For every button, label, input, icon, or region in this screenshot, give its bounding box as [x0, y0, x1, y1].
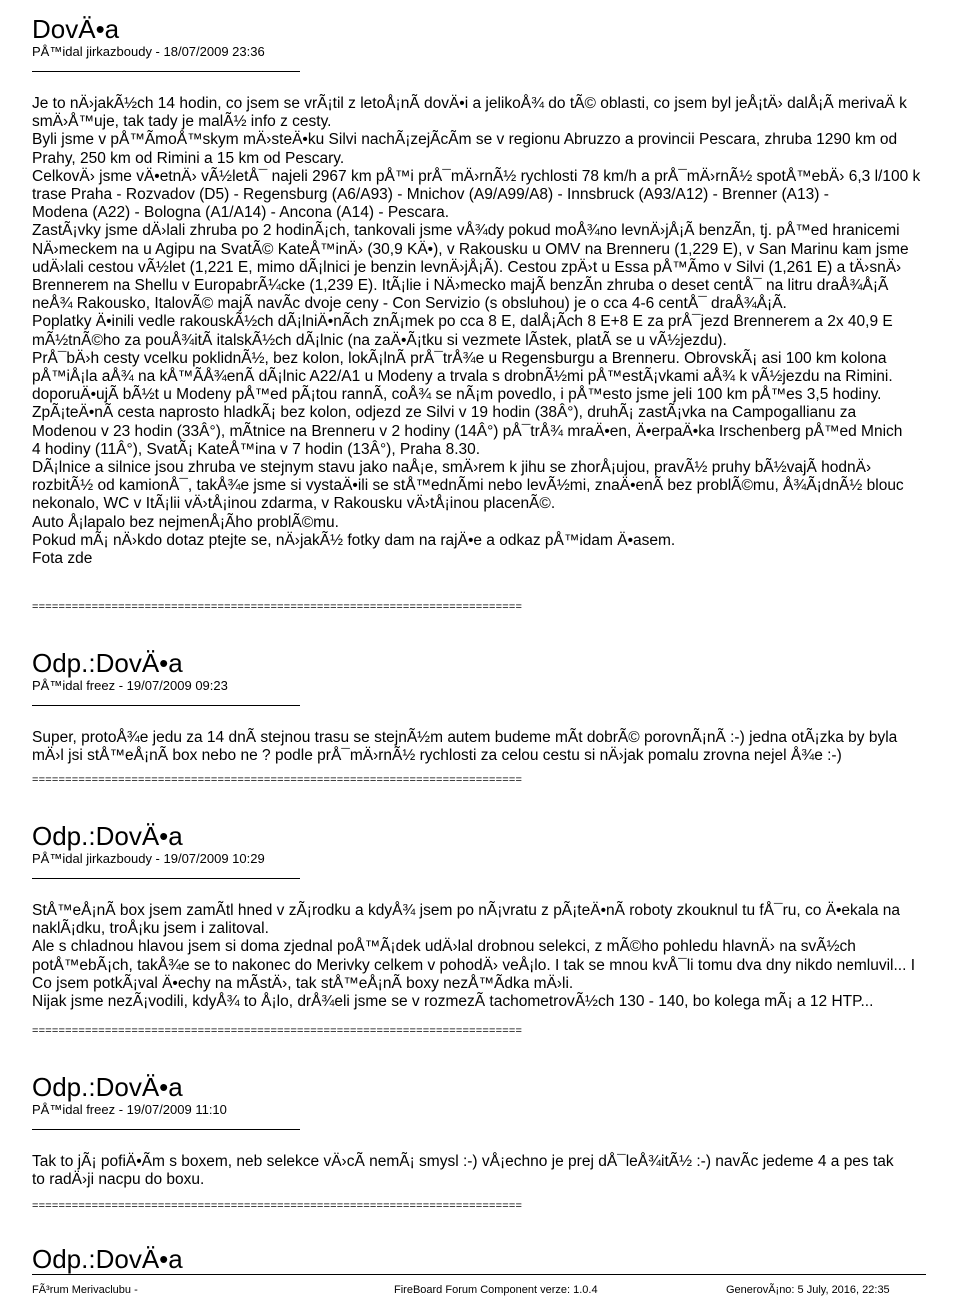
footer-generated: GenerovÃ¡no: 5 July, 2016, 22:35: [726, 1284, 890, 1296]
body-line: Je to nÄ›jakÃ½ch 14 hodin, co jsem se vrÃ¡til z letoÅ¡nÃ dovÄ•i a jelikoÅ¾ do tÃ© oblasti, co jsem byl jeÅ¡tÄ› dalÅ¡Ã merivaÄ k: [32, 95, 907, 112]
body-line: ZastÃ¡vky jsme dÄ›lali zhruba po 2 hodinÃ¡ch, tankovali jsme vÅ¾dy pokud moÅ¾no levnÄ›jÅ¡Ã benzÃn, tj. pÅ™ed hranicemi: [32, 222, 900, 240]
body-line: Prahy, 250 km od Rimini a 15 km od Pescary.: [32, 149, 345, 167]
body-line: potÅ™ebÃ¡ch, takÅ¾e se to nakonec do Merivky celkem v pohodÄ› veÅ¡lo. I tak se mnou kvÅ¯li tomu dva dny nikdo nemluvil... I: [32, 956, 916, 974]
body-line: Nijak jsme nezÃ¡vodili, kdyÅ¾ to Å¡lo, drÅ¾eli jsme se v rozmezÃ tachometrovÃ½ch 130 - 140, bo kolega mÃ¡ a 12 HTP...: [32, 993, 874, 1011]
post-meta: PÅ™idal jirkazboudy - 19/07/2009 10:29: [32, 851, 265, 866]
post-separator: ==========================================================================: [32, 1200, 523, 1212]
post-2: [32, 648, 960, 765]
post-1: [32, 14, 960, 568]
footer-component: FireBoard Forum Component verze: 1.0.4: [394, 1284, 598, 1296]
body-line: DÃ¡lnice a silnice jsou zhruba ve stejnym stavu jako naÅ¡e, smÄ›rem k jihu se zhorÅ¡ujou, pravÃ½ pruhy bÃ½vajÃ hodnÄ›: [32, 459, 872, 477]
body-line: pÅ™iÅ¡la aÅ¾ na kÅ™ÃÅ¾enÃ dÃ¡lnic A22/A1 u Modeny a trvala s drobnÃ½mi pÅ™estÃ¡vkami aÅ¾ k vÃ½jezdu na Rimini.: [32, 368, 893, 386]
body-line: Super, protoÅ¾e jedu za 14 dnÃ stejnou trasu se stejnÃ½m autem budeme mÃt dobrÃ© porovnÃ¡nÃ :-) jedna otÃ¡zka by byla: [32, 729, 898, 746]
post-title: DovÄ•a: [32, 14, 120, 44]
post-meta: PÅ™idal jirkazboudy - 18/07/2009 23:36: [32, 44, 265, 59]
body-line: trase Praha - Rozvadov (D5) - Regensburg (A6/A93) - Mnichov (A9/A99/A8) - Innsbruck (A93/A12) - Brenner (A13) -: [32, 186, 829, 204]
body-line: neÅ¾ Rakousko, ItalovÃ© majÃ navÃc dvoje ceny - Con Servizio (s obsluhou) je o cca 4-6 centÅ¯ draÅ¾Å¡Ã.: [32, 295, 787, 313]
post-body: [32, 95, 960, 568]
body-line: NÄ›meckem na u Agipu na SvatÃ© KateÅ™inÄ› (30,9 KÄ•), v Rakousku u OMV na Brenneru (1,229 E), v San Marinu kam jsme: [32, 240, 909, 258]
post-separator: ==========================================================================: [32, 1025, 523, 1037]
body-line: 4 hodiny (11Â°), SvatÃ¡ KateÅ™ina v 7 hodin (13Â°), Praha 8.30.: [32, 440, 481, 458]
title-divider: [32, 71, 300, 72]
body-line: Ale s chladnou hlavou jsem si doma zjednal poÅ™Ã¡dek udÄ›lal drobnou selekci, z mÃ©ho pohledu hlavnÄ› na svÃ½ch: [32, 938, 856, 956]
body-line: Byli jsme v pÅ™ÃmoÅ™skym mÄ›steÄ•ku Silvi nachÃ¡zejÃcÃm se v regionu Abruzzo a provincii Pescara, zhruba 1290 km od: [32, 131, 898, 149]
post-title: Odp.:DovÄ•a: [32, 1072, 183, 1102]
post-4: [32, 1072, 960, 1189]
page-footer: [32, 1274, 960, 1297]
title-divider: [32, 878, 300, 879]
body-line: Poplatky Ä•inili vedle rakouskÃ½ch dÃ¡lniÄ•nÃch znÃ¡mek po cca 8 E, dalÅ¡Ãch 8 E+8 E za prÅ¯jezd Brennerem a 2x 40,9 E: [32, 313, 893, 331]
body-line: Brennerem na Shellu v EuropabrÃ¼cke (1,239 E). ItÃ¡lie i NÄ›mecko majÃ benzÃn zhruba o deset centÅ¯ na litru draÅ¾Å¡Ã: [32, 277, 889, 295]
body-line: to radÄ›ji nacpu do boxu.: [32, 1171, 205, 1189]
body-line: mÄ›l jsi stÅ™eÅ¡nÃ box nebo ne ? podle prÅ¯mÄ›rnÃ½ rychlosti za celou cestu si nÄ›jak pomalu zrovna nejel Å¾e :-): [32, 747, 842, 765]
post-body: [32, 902, 960, 1011]
body-line: smÄ›Å™uje, tak tady je malÃ½ info z cesty.: [32, 113, 332, 131]
body-line: CelkovÄ› jsme vÄ•etnÄ› vÃ½letÅ¯ najeli 2967 km pÅ™i prÅ¯mÄ›rnÃ½ rychlosti 78 km/h a prÅ¯mÄ›rnÃ½ spotÅ™ebÄ› 6,3 l/100 k: [32, 167, 921, 185]
post-5: [32, 1244, 960, 1274]
body-line: Pokud mÃ¡ nÄ›kdo dotaz ptejte se, nÄ›jakÃ½ fotky dam na rajÄ•e a odkaz pÅ™idam Ä•asem.: [32, 531, 676, 549]
footer-rule: [32, 1274, 926, 1275]
post-separator: ==========================================================================: [32, 601, 523, 613]
body-line: Fota zde: [32, 550, 93, 568]
body-line: PrÅ¯bÄ›h cesty vcelku poklidnÃ½, bez kolon, lokÃ¡lnÃ prÅ¯trÅ¾e u Regensburgu a Brenneru. ObrovskÃ¡ asi 100 km kolona: [32, 349, 887, 367]
post-title: Odp.:DovÄ•a: [32, 648, 183, 678]
body-line: Auto Å¡lapalo bez nejmenÅ¡Ãho problÃ©mu.: [32, 513, 339, 531]
body-line: mÃ½tnÃ©ho za pouÅ¾itÃ italskÃ½ch dÃ¡lnic (na zaÄ•Ã¡tku si vezmete lÃstek, platÃ se u vÃ½jezdu).: [32, 331, 727, 349]
title-divider: [32, 705, 300, 706]
post-separator: ==========================================================================: [32, 774, 523, 786]
body-line: doporuÄ•ujÃ bÃ½t u Modeny pÅ™ed pÃ¡tou rannÃ, coÅ¾ se nÃ¡m povedlo, i pÅ™esto jsme jeli 100 km pÅ™es 3,5 hodiny.: [32, 386, 882, 404]
body-line: rozbitÃ½ od kamionÅ¯, takÅ¾e jsme si vystaÄ•ili se stÅ™ednÃmi nebo levÃ½mi, znaÄ•enÃ bez problÃ©mu, Å¾Ã¡dnÃ½ blouc: [32, 477, 904, 495]
footer-site-name: FÃ³rum Merivaclubu -: [32, 1284, 138, 1296]
post-body: [32, 729, 960, 765]
body-line: Modena (A22) - Bologna (A1/A14) - Ancona (A14) - Pescara.: [32, 204, 449, 222]
body-line: StÅ™eÅ¡nÃ box jsem zamÃtl hned v zÃ¡rodku a kdyÅ¾ jsem po nÃ¡vratu z pÃ¡teÄ•nÃ roboty zkouknul tu fÅ¯ru, co Ä•ekala na: [32, 902, 901, 919]
body-line: nekonalo, WC v ItÃ¡lii vÄ›tÅ¡inou zdarma, v Rakousku vÄ›tÅ¡inou placenÃ©.: [32, 495, 556, 513]
body-line: Tak to jÃ¡ pofiÄ•Ãm s boxem, neb selekce vÄ›cÃ nemÃ¡ smysl :-) vÅ¡echno je prej dÅ¯leÅ¾itÃ½ :-) navÃc jedeme 4 a pes tak: [32, 1153, 894, 1170]
page: [32, 0, 960, 1297]
post-meta: PÅ™idal freez - 19/07/2009 09:23: [32, 678, 228, 693]
body-line: udÄ›lali cestou vÃ½let (1,221 E, mimo dÃ¡lnici je benzin levnÄ›jÅ¡Ã). Cestou zpÄ›t u Essa pÅ™Ãmo v Silvi (1,261 E) a tÄ›snÄ›: [32, 258, 902, 276]
post-3: [32, 821, 960, 1011]
post-body: [32, 1153, 960, 1189]
body-line: naklÃ¡dku, troÅ¡ku jsem i zalitoval.: [32, 920, 269, 938]
post-title: Odp.:DovÄ•a: [32, 1244, 183, 1274]
body-line: Co jsem potkÃ¡val Ä•echy na mÃstÄ›, tak stÅ™eÅ¡nÃ boxy nezÅ™Ãdka mÄ›li.: [32, 974, 574, 992]
title-divider: [32, 1129, 300, 1130]
body-line: ZpÃ¡teÄ•nÃ cesta naprosto hladkÃ¡ bez kolon, odjezd ze Silvi v 19 hodin (38Â°), druhÃ¡ zastÃ¡vka na Campogallianu za: [32, 404, 857, 422]
post-title: Odp.:DovÄ•a: [32, 821, 183, 851]
post-meta: PÅ™idal freez - 19/07/2009 11:10: [32, 1102, 227, 1117]
body-line: Modenou v 23 hodin (33Â°), mÃtnice na Brenneru v 2 hodiny (14Â°) pÅ¯trÅ¾ mraÄ•en, Ä•erpaÄ•ka Irschenberg pÅ™ed Mnich: [32, 422, 903, 440]
